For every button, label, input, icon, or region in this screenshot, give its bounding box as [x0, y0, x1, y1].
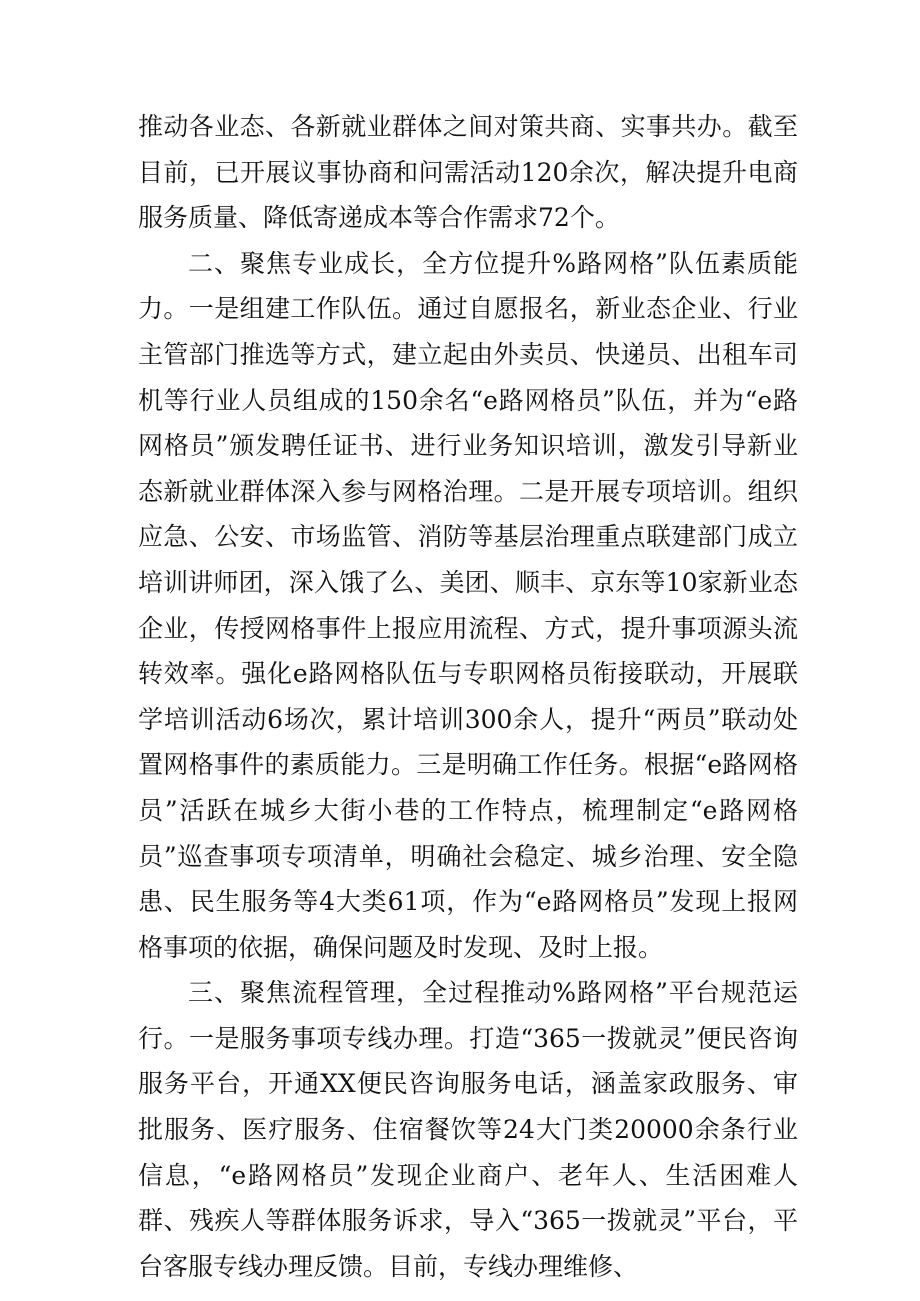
paragraph-1: 推动各业态、各新就业群体之间对策共商、实事共办。截至目前，已开展议事协商和问需活动120余次，解决提升电商服务质量、降低寄递成本等合作需求72个。 — [138, 112, 798, 233]
paragraph-2: 二、聚焦专业成长，全方位提升%路网格”队伍素质能力。一是组建工作队伍。通过自愿报名，新业态企业、行业主管部门推选等方式，建立起由外卖员、快递员、出租车司机等行业人员组成的150余名“e路网格员”队伍，并为“e路网格员”颁发聘任证书、进行业务知识培训，激发引导新业态新就业群体深入参与网格治理。二是开展专项培训。组织应急、公安、市场监管、消防等基层治理重点联建部门成立培训讲师团，深入饿了么、美团、顺丰、京东等10家新业态企业，传授网格事件上报应用流程、方式，提升事项源头流转效率。强化e路网格队伍与专职网格员衔接联动，开展联学培训活动6场次，累计培训300余人，提升“两员”联动处置网格事件的素质能力。三是明确工作任务。根据“e路网格员”活跃在城乡大街小巷的工作特点，梳理制定“e路网格员”巡查事项专项清单，明确社会稳定、城乡治理、安全隐患、民生服务等4大类61项，作为“e路网格员”发现上报网格事项的依据，确保问题及时发现、及时上报。 — [138, 248, 798, 962]
paragraph-3: 三、聚焦流程管理，全过程推动%路网格”平台规范运行。一是服务事项专线办理。打造“365一拨就灵”便民咨询服务平台，开通XX便民咨询服务电话，涵盖家政服务、审批服务、医疗服务、住宿餐饮等24大门类20000余条行业信息，“e路网格员”发现企业商户、老年人、生活困难人群、残疾人等群体服务诉求，导入“365一拨就灵”平台，平台客服专线办理反馈。目前，专线办理维修、 — [138, 978, 798, 1281]
document-page — [138, 104, 798, 1289]
